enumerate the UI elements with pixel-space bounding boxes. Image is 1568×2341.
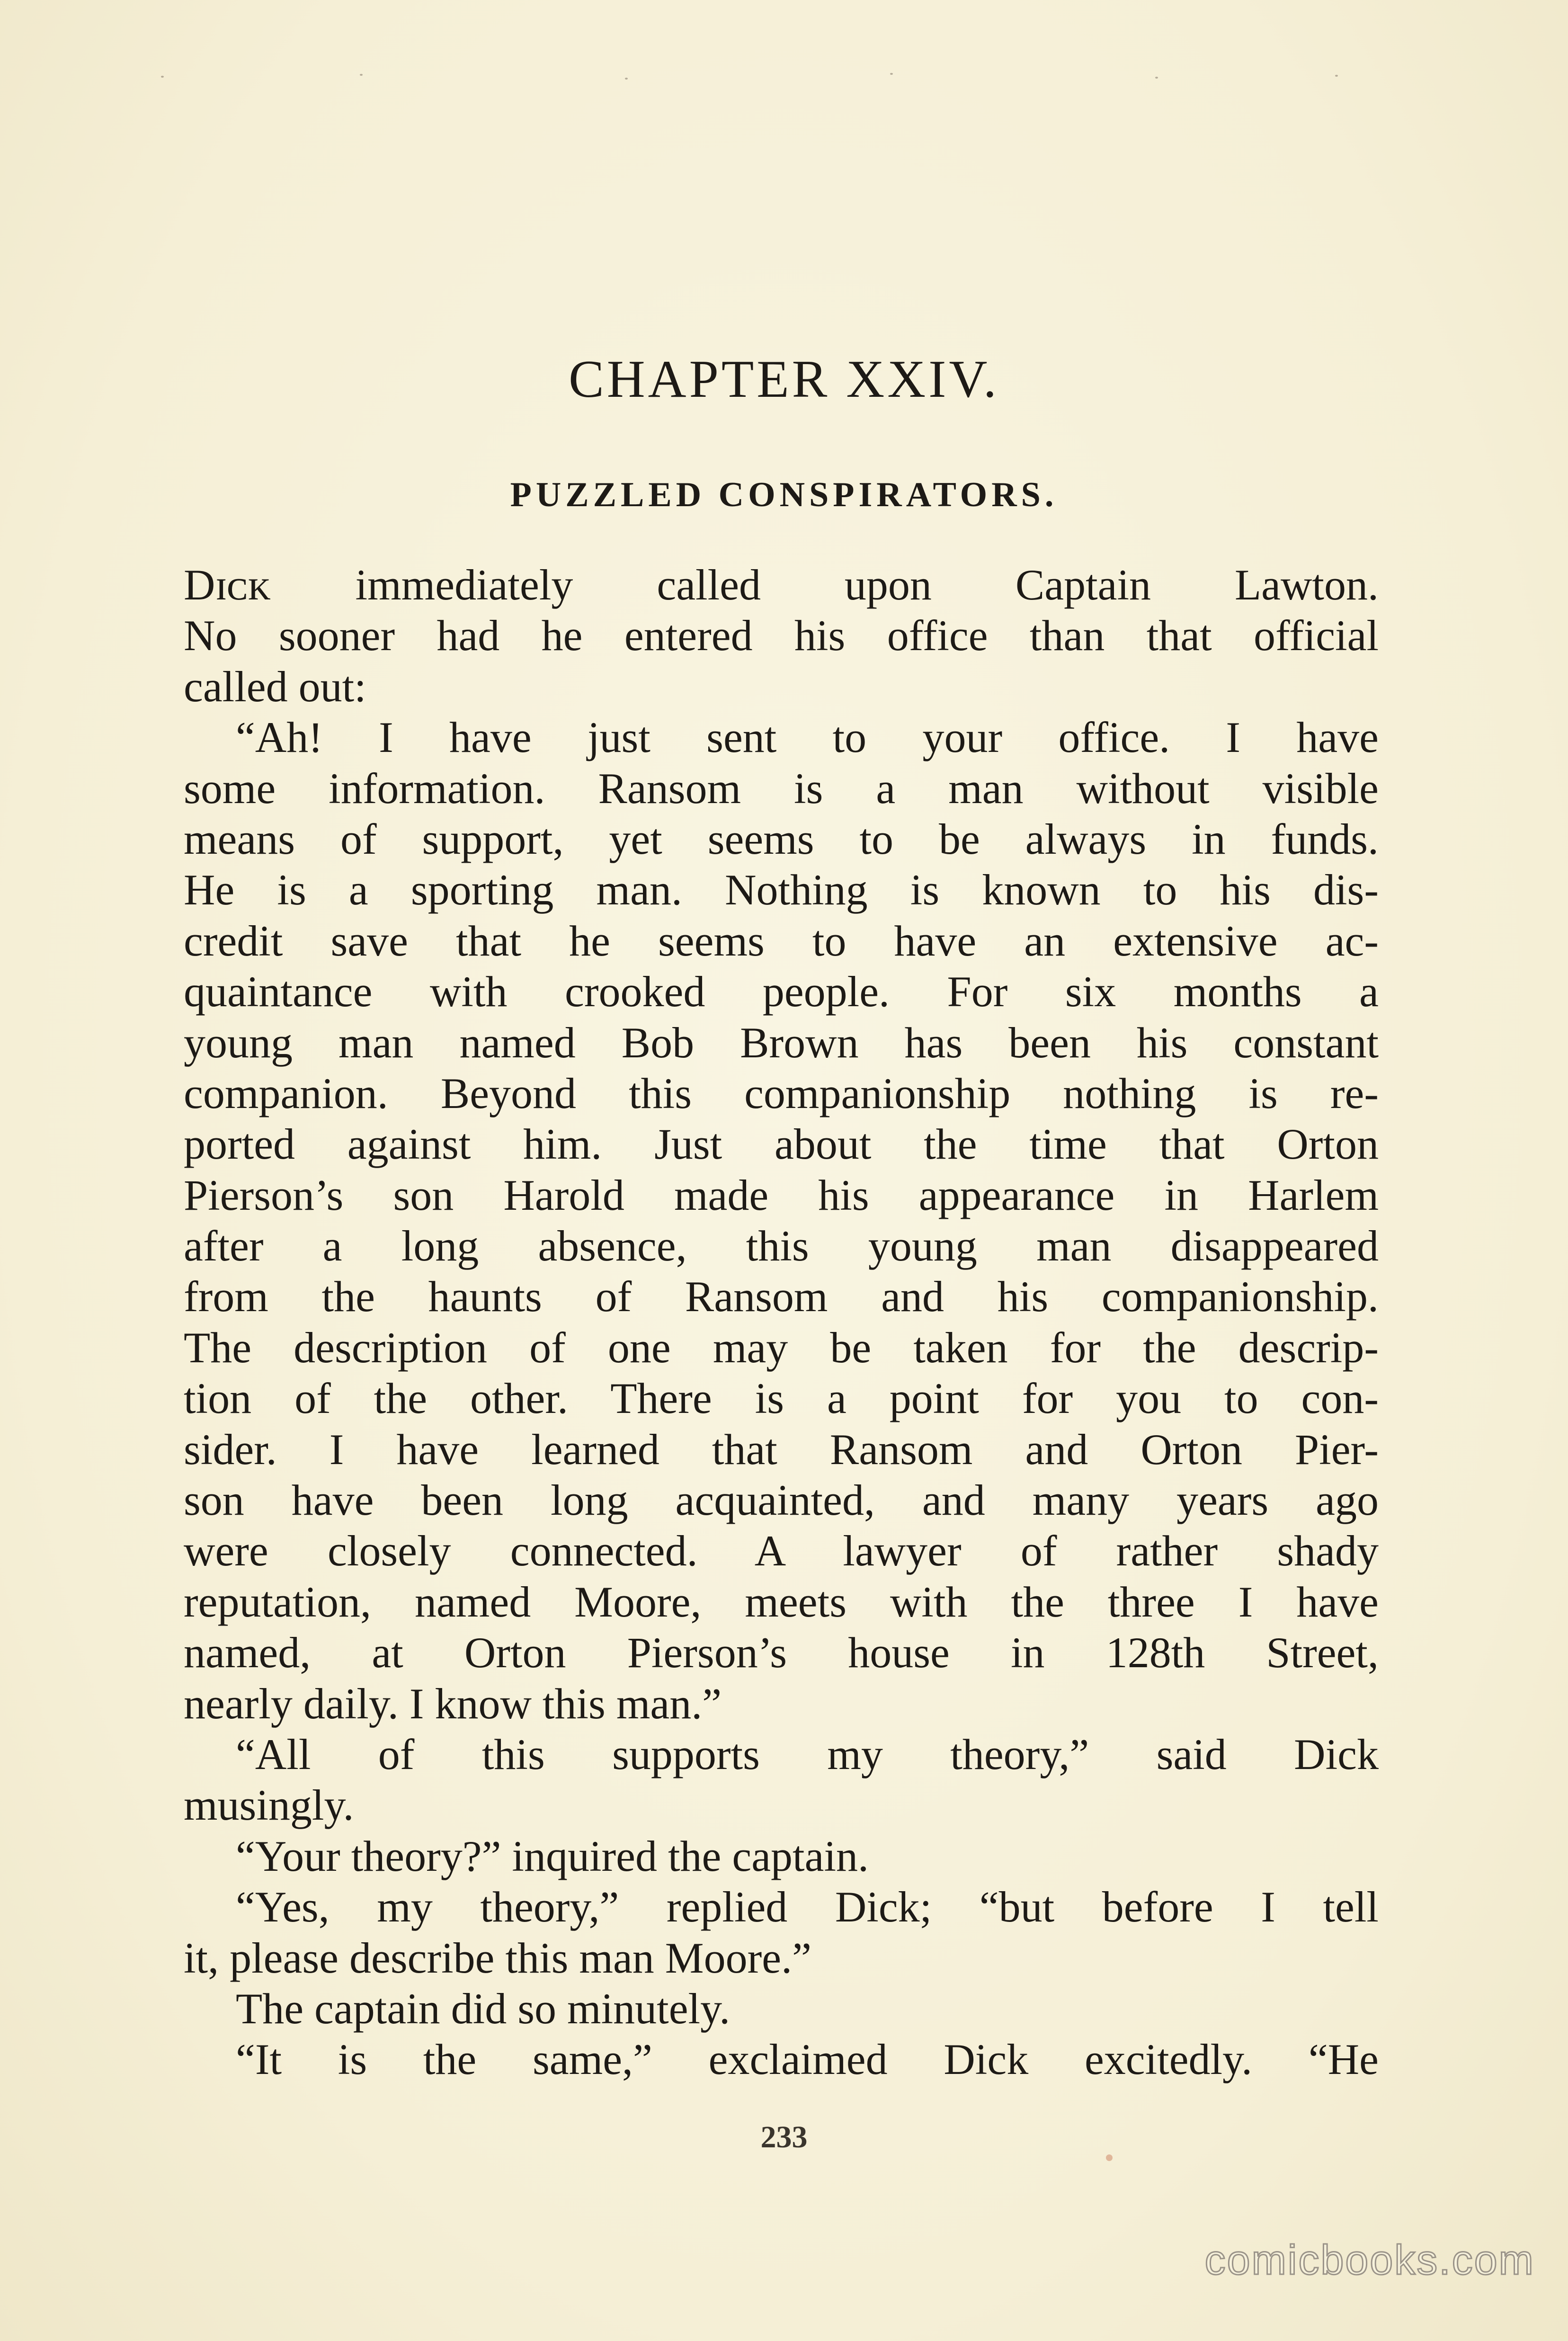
- text-line: young man named Bob Brown has been his constant: [184, 1018, 1379, 1067]
- text-line: credit save that he seems to have an extensive ac-: [184, 916, 1379, 965]
- text-line: The captain did so minutely.: [236, 1984, 731, 2033]
- text-line: musingly.: [184, 1781, 354, 1830]
- page-number: 233: [760, 2120, 808, 2154]
- text-line: No sooner had he entered his office than that official: [184, 611, 1379, 660]
- chapter-subtitle: PUZZLED CONSPIRATORS.: [510, 475, 1058, 514]
- paper-specks: [161, 71, 1392, 85]
- text-line: “It is the same,” exclaimed Dick excitedly. “He: [236, 2035, 1379, 2084]
- text-line: it, please describe this man Moore.”: [184, 1933, 811, 1982]
- text-line: some information. Ransom is a man without visible: [184, 764, 1379, 813]
- text-line: from the haunts of Ransom and his companionship.: [184, 1272, 1379, 1321]
- text-line: sider. I have learned that Ransom and Orton Pier-: [184, 1425, 1379, 1474]
- text-line: Pierson’s son Harold made his appearance in Harlem: [184, 1170, 1379, 1219]
- text-line: after a long absence, this young man disappeared: [184, 1222, 1379, 1270]
- chapter-body: [184, 560, 1379, 2085]
- chapter-title: CHAPTER XXIV.: [569, 350, 999, 409]
- text-line: “Your theory?” inquired the captain.: [236, 1832, 869, 1880]
- text-line: He is a sporting man. Nothing is known to his dis-: [184, 866, 1379, 914]
- text-line: “Ah! I have just sent to your office. I have: [236, 713, 1379, 762]
- text-line: Dɪᴄᴋ immediately called upon Captain Lawton.: [184, 561, 1379, 609]
- text-line: The description of one may be taken for the descrip-: [184, 1323, 1379, 1372]
- text-line: nearly daily. I know this man.”: [184, 1679, 722, 1728]
- text-line: called out:: [184, 662, 366, 711]
- text-line: “Yes, my theory,” replied Dick; “but before I tell: [236, 1883, 1379, 1931]
- watermark-text: comicbooks.com: [1204, 2236, 1535, 2283]
- text-line: companion. Beyond this companionship nothing is re-: [184, 1069, 1379, 1117]
- text-line: son have been long acquainted, and many years ago: [184, 1476, 1379, 1525]
- paper-stain: [1106, 2154, 1113, 2161]
- text-line: named, at Orton Pierson’s house in 128th Street,: [184, 1628, 1379, 1677]
- text-line: tion of the other. There is a point for you to con-: [184, 1374, 1379, 1423]
- text-line: ported against him. Just about the time that Orton: [184, 1120, 1379, 1169]
- text-line: reputation, named Moore, meets with the three I have: [184, 1577, 1379, 1626]
- text-line: quaintance with crooked people. For six months a: [184, 967, 1379, 1016]
- text-line: means of support, yet seems to be always in funds.: [184, 814, 1379, 863]
- text-line: “All of this supports my theory,” said Dick: [236, 1730, 1379, 1778]
- text-line: were closely connected. A lawyer of rather shady: [184, 1527, 1379, 1575]
